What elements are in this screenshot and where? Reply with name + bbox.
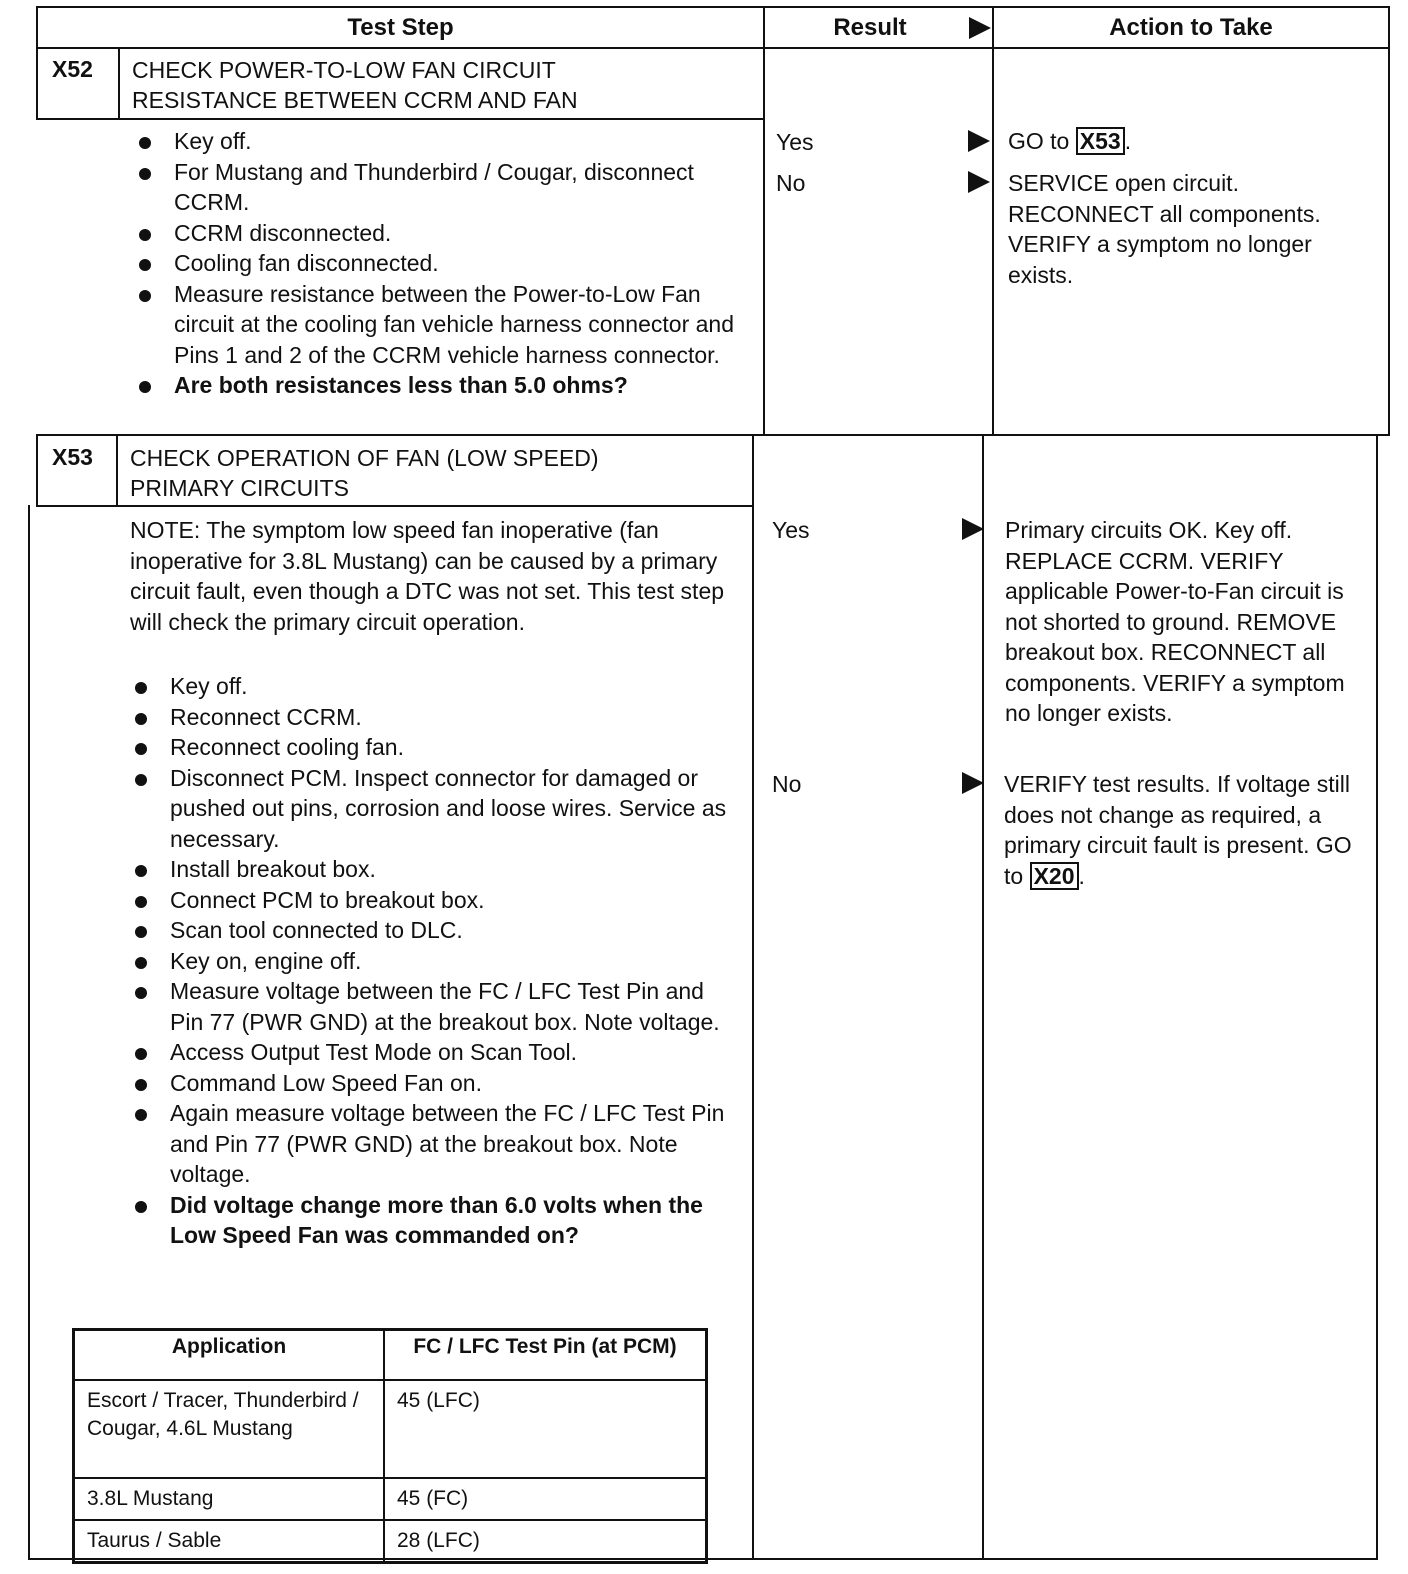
bullet-dot-icon — [135, 1048, 147, 1060]
x52-result-no: No — [776, 170, 806, 196]
x53-yes-arrow-icon — [962, 518, 984, 540]
action-text: VERIFY test results. If voltage still does not change as required, a primary circuit fault is present. GO to — [1004, 771, 1352, 889]
application-table — [72, 1328, 708, 1564]
step-bullet — [128, 671, 728, 702]
bullet-dot-icon — [135, 957, 147, 969]
table-cell-test-pin: 28 (LFC) — [384, 1520, 707, 1563]
divider-action-lower — [982, 434, 984, 1560]
table-header-test-pin: FC / LFC Test Pin (at PCM) — [384, 1330, 707, 1381]
step-question — [132, 370, 747, 401]
step-text: Scan tool connected to DLC. — [170, 917, 463, 943]
step-text: For Mustang and Thunderbird / Cougar, disconnect CCRM. — [174, 158, 694, 215]
divider-result-upper — [763, 6, 765, 436]
table-row — [74, 1478, 707, 1520]
question-text: Did voltage change more than 6.0 volts when the Low Speed Fan was commanded on? — [170, 1191, 703, 1248]
x52-title-line-1: CHECK POWER-TO-LOW FAN CIRCUIT — [132, 57, 556, 83]
action-punct: . — [1124, 128, 1132, 154]
x53-id: X53 — [52, 444, 93, 470]
bullet-dot-icon — [135, 987, 147, 999]
step-text: CCRM disconnected. — [174, 219, 392, 246]
step-bullet — [128, 1068, 728, 1099]
table-cell-test-pin: 45 (LFC) — [384, 1380, 707, 1478]
x52-title — [132, 55, 752, 115]
step-bullet — [128, 915, 728, 946]
x53-title-line-1: CHECK OPERATION OF FAN (LOW SPEED) — [130, 445, 599, 471]
bullet-dot-icon — [139, 381, 151, 393]
step-bullet — [128, 885, 728, 916]
bullet-dot-icon — [139, 168, 151, 180]
step-text: Reconnect cooling fan. — [170, 734, 404, 760]
x53-note: NOTE: The symptom low speed fan inoperative (fan inoperative for 3.8L Mustang) can be caused by a primary circuit fault, even though a DTC was not set. This test step will check the primary circuit operation. — [130, 517, 725, 635]
header-arrow-icon — [969, 17, 991, 39]
step-question — [128, 1190, 728, 1251]
x52-id: X52 — [52, 56, 93, 82]
bullet-dot-icon — [135, 1079, 147, 1091]
x53-id-divider — [116, 434, 118, 506]
bullet-dot-icon — [139, 290, 151, 302]
x52-bottom — [36, 434, 1390, 436]
x53-title — [130, 443, 750, 503]
border-left-lower — [28, 505, 30, 1560]
x53-reference[interactable]: X53 — [1076, 127, 1125, 155]
x53-title-line-2: PRIMARY CIRCUITS — [130, 475, 349, 501]
x53-action-no — [1004, 769, 1370, 891]
step-bullet — [132, 126, 747, 157]
step-text: Install breakout box. — [170, 856, 376, 882]
border-left-mid — [36, 435, 38, 507]
action-punct: . — [1078, 862, 1085, 889]
step-text: Connect PCM to breakout box. — [170, 886, 485, 913]
step-bullet — [128, 702, 728, 733]
x52-steps — [132, 126, 747, 401]
x52-title-line-2: RESISTANCE BETWEEN CCRM AND FAN — [132, 87, 578, 113]
bullet-dot-icon — [139, 259, 151, 271]
step-text: Key on, engine off. — [170, 947, 362, 974]
border-right-lower — [1376, 434, 1378, 1560]
x52-no-arrow-icon — [968, 171, 990, 193]
x52-id-divider — [118, 47, 120, 119]
table-cell-application: Taurus / Sable — [74, 1520, 385, 1563]
step-bullet — [128, 946, 728, 977]
header-action: Action to Take — [1109, 14, 1273, 41]
header-result: Result — [833, 14, 907, 41]
x53-steps — [128, 671, 728, 1251]
step-bullet — [132, 218, 747, 249]
table-row — [74, 1380, 707, 1478]
bullet-dot-icon — [135, 1201, 147, 1213]
step-text: Measure voltage between the FC / LFC Test Pin and Pin 77 (PWR GND) at the breakout box. Note voltage. — [170, 978, 720, 1035]
question-text: Are both resistances less than 5.0 ohms? — [174, 372, 628, 398]
step-bullet — [128, 854, 728, 885]
table-cell-application: 3.8L Mustang — [74, 1478, 385, 1520]
bullet-dot-icon — [139, 229, 151, 241]
x52-action-no: SERVICE open circuit. RECONNECT all components. VERIFY a symptom no longer exists. — [1008, 170, 1321, 288]
bullet-dot-icon — [135, 743, 147, 755]
bullet-dot-icon — [135, 1109, 147, 1121]
step-bullet — [128, 763, 728, 855]
step-text: Command Low Speed Fan on. — [170, 1069, 482, 1096]
step-text: Measure resistance between the Power-to-Low Fan circuit at the cooling fan vehicle harness connector and Pins 1 and 2 of the CCRM vehicle harness connector. — [174, 280, 734, 368]
bullet-dot-icon — [135, 865, 147, 877]
table-cell-test-pin: 45 (FC) — [384, 1478, 707, 1520]
step-text: Again measure voltage between the FC / LFC Test Pin and Pin 77 (PWR GND) at the breakout box. Note voltage. — [170, 1100, 725, 1187]
step-bullet — [128, 1037, 728, 1068]
bullet-dot-icon — [139, 137, 151, 149]
x52-action-yes — [1008, 126, 1378, 157]
x52-yes-arrow-icon — [968, 130, 990, 152]
x53-title-bottom — [36, 505, 754, 507]
table-header-application: Application — [74, 1330, 385, 1381]
x52-result-yes: Yes — [776, 129, 814, 155]
step-bullet — [128, 976, 728, 1037]
step-bullet — [132, 279, 747, 371]
bullet-dot-icon — [135, 682, 147, 694]
border-right-upper — [1388, 6, 1390, 436]
step-text: Reconnect CCRM. — [170, 703, 362, 730]
bullet-dot-icon — [135, 926, 147, 938]
x53-result-no: No — [772, 771, 802, 797]
table-row — [74, 1520, 707, 1563]
step-bullet — [132, 157, 747, 218]
table-header-row — [74, 1330, 707, 1381]
x53-action-yes: Primary circuits OK. Key off. REPLACE CCRM. VERIFY applicable Power-to-Fan circuit is not shorted to ground. REMOVE breakout box. RECONNECT all components. VERIFY a symptom no longer exists. — [1005, 517, 1345, 726]
step-text: Key off. — [170, 673, 248, 699]
x52-title-bottom — [36, 118, 765, 120]
divider-result-lower — [752, 434, 754, 1560]
step-bullet — [128, 1098, 728, 1190]
step-text: Disconnect PCM. Inspect connector for damaged or pushed out pins, corrosion and loose wires. Service as necessary. — [170, 764, 727, 852]
step-text: Cooling fan disconnected. — [174, 250, 439, 276]
step-bullet — [128, 732, 728, 763]
x53-no-arrow-icon — [962, 772, 984, 794]
step-text: Access Output Test Mode on Scan Tool. — [170, 1039, 577, 1065]
bullet-dot-icon — [135, 713, 147, 725]
step-text: Key off. — [174, 128, 252, 154]
bullet-dot-icon — [135, 896, 147, 908]
step-bullet — [132, 248, 747, 279]
action-text: GO to — [1008, 128, 1070, 154]
table-cell-application: Escort / Tracer, Thunderbird / Cougar, 4.6L Mustang — [74, 1380, 385, 1478]
x53-result-yes: Yes — [772, 517, 810, 543]
x20-reference[interactable]: X20 — [1030, 862, 1079, 890]
divider-action-upper — [992, 6, 994, 436]
header-test-step: Test Step — [347, 14, 454, 41]
bullet-dot-icon — [135, 774, 147, 786]
